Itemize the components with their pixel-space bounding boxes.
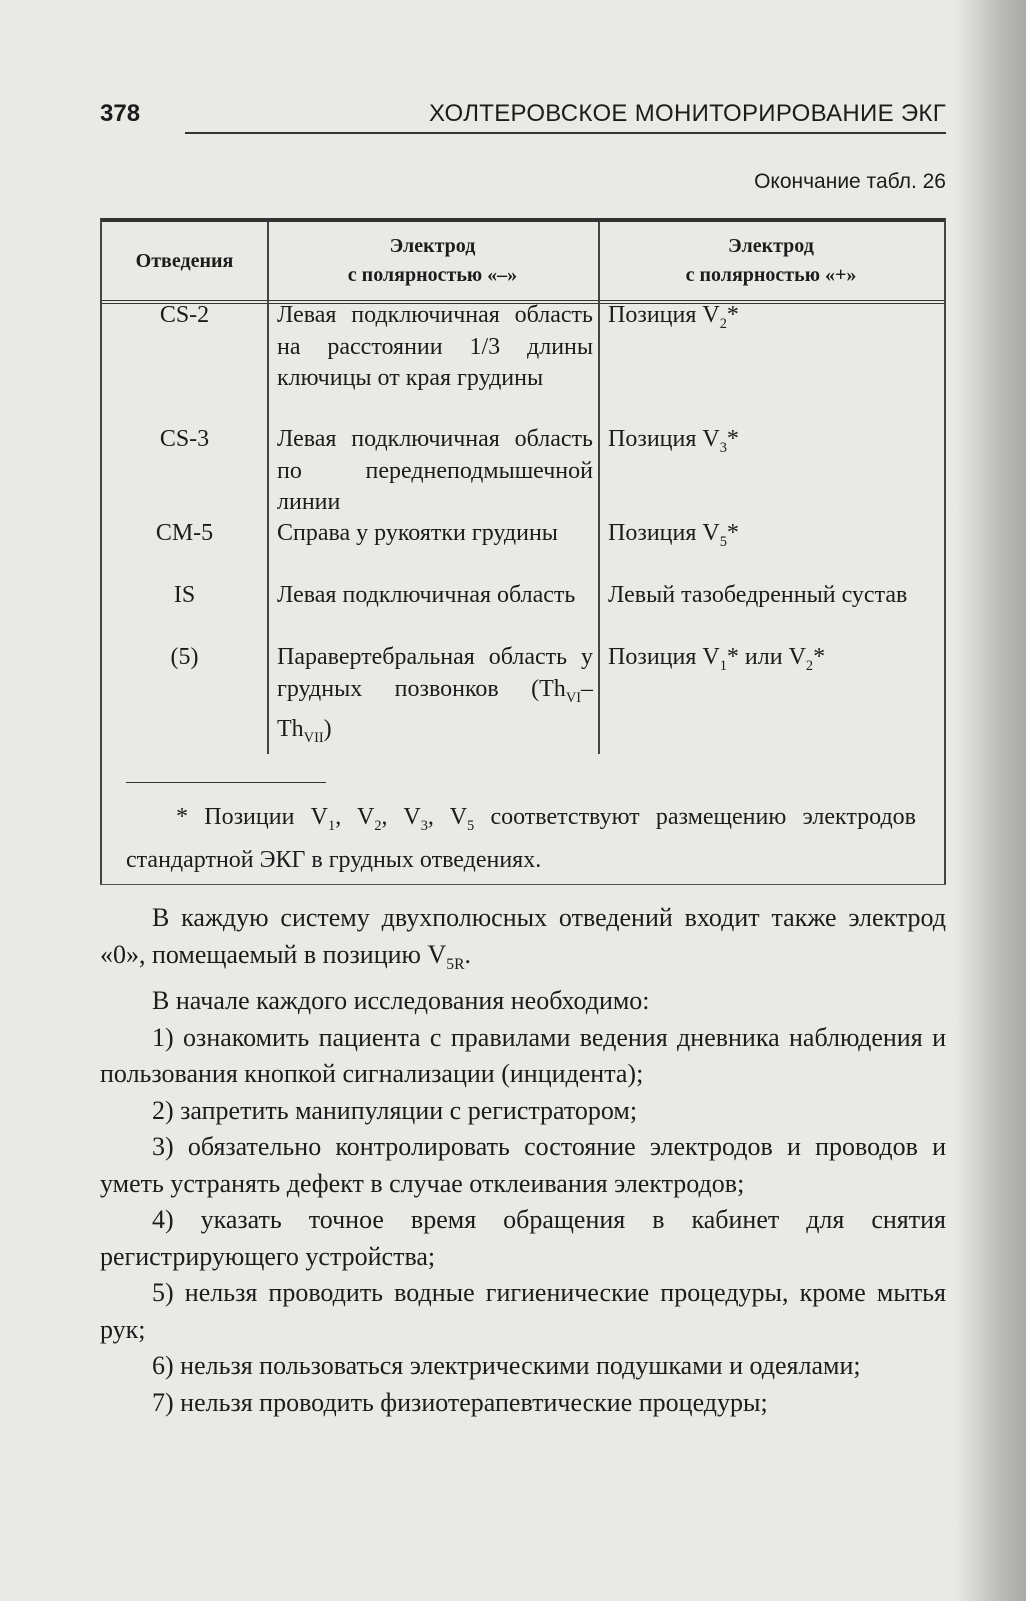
lead-cs2: CS-2 bbox=[159, 302, 210, 328]
paragraph: В начале каждого исследования необходимо: bbox=[152, 986, 650, 1016]
header-rule bbox=[185, 132, 946, 134]
page-edge-shadow bbox=[956, 0, 1026, 1601]
lead-cm5: СМ-5 bbox=[155, 520, 214, 546]
table-footnote: * Позиции $V_1$, $V_2$, $V_3$, $V_5$ соответствуют размещению электродов стандартной ЭКГ в грудных отведениях. bbox=[126, 804, 916, 873]
table-header bbox=[102, 222, 944, 304]
header-plus-electrode: Электрод с полярностью «+» bbox=[685, 235, 857, 286]
list-item: 7) нельзя проводить физиотерапевтические процедуры; bbox=[152, 1387, 768, 1417]
paragraph: В каждую систему двухполюсных отведений входит также электрод «0», помещаемый в позицию $V_{5R}$. bbox=[100, 903, 946, 973]
header-minus-electrode: Электрод с полярностью «–» bbox=[347, 235, 518, 286]
column-divider bbox=[598, 222, 600, 754]
plus-electrode-5: Позиция $V_1*$ или $V_2*$ bbox=[608, 644, 826, 674]
list-item: 5) нельзя проводить водные гигиенические процедуры, кроме мытья рук; bbox=[100, 1278, 946, 1344]
minus-electrode-cm5: Справа у рукоятки грудины bbox=[277, 520, 558, 546]
table-caption: Окончание табл. 26 bbox=[754, 170, 946, 193]
header-leads: Отведения bbox=[135, 249, 234, 272]
lead-5: (5) bbox=[170, 644, 199, 670]
list-item: 1) ознакомить пациента с правилами ведения дневника наблюдения и пользования кнопкой сигнализации (инцидента); bbox=[100, 1022, 946, 1089]
minus-electrode-cs3: Левая подключичная область по переднеподмышечной линии bbox=[277, 426, 593, 515]
column-divider bbox=[267, 222, 269, 754]
body-text bbox=[100, 900, 946, 1421]
list-item: 3) обязательно контролировать состояние электродов и проводов и уметь устранять дефект в случае отклеивания электродов; bbox=[100, 1132, 946, 1198]
minus-electrode-cs2: Левая подключичная область на расстоянии 1/3 длины ключицы от края грудины bbox=[277, 302, 593, 391]
running-title: ХОЛТЕРОВСКОЕ МОНИТОРИРОВАНИЕ ЭКГ bbox=[429, 100, 946, 127]
plus-electrode-is: Левый тазобедренный сустав bbox=[608, 582, 908, 608]
list-item: 2) запретить манипуляции с регистратором; bbox=[152, 1095, 638, 1125]
plus-electrode-cs3: Позиция $V_3*$ bbox=[608, 426, 739, 456]
lead-is: IS bbox=[173, 582, 196, 608]
running-header bbox=[100, 100, 946, 132]
book-page bbox=[100, 0, 946, 1601]
page-number: 378 bbox=[100, 100, 141, 127]
footnote-rule bbox=[126, 782, 326, 783]
list-item: 6) нельзя пользоваться электрическими подушками и одеялами; bbox=[152, 1351, 861, 1381]
plus-electrode-cm5: Позиция $V_5*$ bbox=[608, 520, 739, 550]
plus-electrode-cs2: Позиция $V_2*$ bbox=[608, 302, 739, 332]
lead-cs3: CS-3 bbox=[159, 426, 210, 452]
leads-table bbox=[100, 218, 946, 885]
minus-electrode-is: Левая подключичная область bbox=[277, 582, 576, 608]
minus-electrode-5: Паравертебральная область у грудных позвонков $(Th_{VI}-Th_{VII})$ bbox=[277, 644, 593, 746]
list-item: 4) указать точное время обращения в кабинет для снятия регистрирующего устройства; bbox=[100, 1205, 946, 1271]
